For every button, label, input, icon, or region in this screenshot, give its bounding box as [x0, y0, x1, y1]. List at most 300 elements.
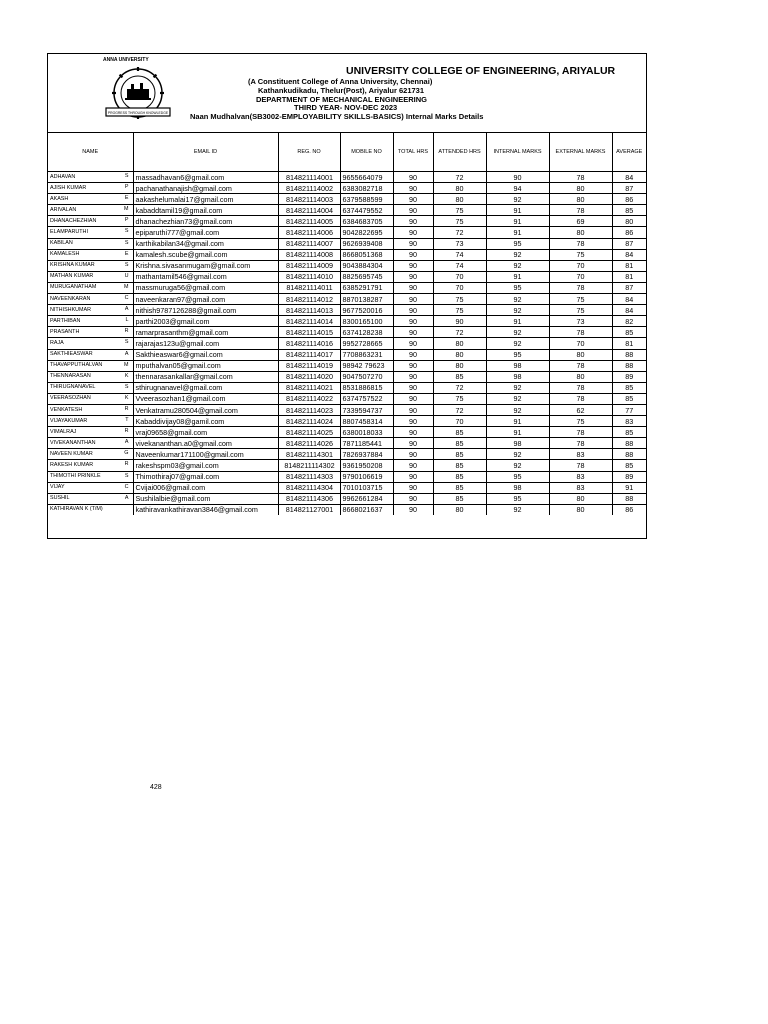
- cell-email: Sushilalbie@gmail.com: [133, 493, 278, 504]
- student-name: KRISHNA KUMAR: [50, 262, 95, 269]
- cell-email: thennarasankallar@gmail.com: [133, 371, 278, 382]
- cell-name: [48, 249, 133, 260]
- cell-internal-marks: 92: [486, 460, 549, 471]
- table-row: [48, 438, 646, 449]
- address-line: Kathankudikadu, Thelur(Post), Ariyalur 621731: [258, 86, 425, 95]
- cell-mobile: 8807458314: [340, 416, 393, 427]
- cell-attended-hrs: 85: [433, 427, 486, 438]
- cell-total-hrs: 90: [393, 271, 433, 282]
- cell-mobile: 7010103715: [340, 482, 393, 493]
- cell-internal-marks: 92: [486, 194, 549, 205]
- student-initial: A: [124, 350, 129, 357]
- cell-name: [48, 305, 133, 316]
- cell-total-hrs: 90: [393, 460, 433, 471]
- cell-name: [48, 282, 133, 293]
- student-name: MURUGANATHAM: [50, 284, 97, 291]
- cell-average: 80: [612, 216, 646, 227]
- cell-email: Vveerasozhan1@gmail.com: [133, 393, 278, 404]
- cell-attended-hrs: 85: [433, 449, 486, 460]
- cell-mobile: 8668051368: [340, 249, 393, 260]
- cell-internal-marks: 92: [486, 327, 549, 338]
- cell-average: 88: [612, 360, 646, 371]
- cell-mobile: 6379588599: [340, 194, 393, 205]
- cell-internal-marks: 91: [486, 271, 549, 282]
- student-name: VENKATESH: [50, 406, 83, 413]
- student-initial: P: [124, 217, 129, 224]
- student-initial: A: [124, 306, 129, 313]
- cell-external-marks: 75: [549, 294, 612, 305]
- cell-average: 85: [612, 460, 646, 471]
- column-header-average: AVERAGE: [612, 132, 646, 172]
- cell-reg-no: 814821114005: [278, 216, 340, 227]
- cell-name: [48, 194, 133, 205]
- cell-average: 85: [612, 205, 646, 216]
- cell-external-marks: 78: [549, 460, 612, 471]
- page-number: 428: [150, 784, 162, 791]
- table-row: [48, 194, 646, 205]
- cell-internal-marks: 92: [486, 449, 549, 460]
- cell-internal-marks: 91: [486, 227, 549, 238]
- cell-internal-marks: 92: [486, 393, 549, 404]
- table-row: [48, 183, 646, 194]
- student-initial: C: [124, 483, 129, 490]
- cell-average: 84: [612, 294, 646, 305]
- table-row: [48, 205, 646, 216]
- cell-reg-no: 814821114009: [278, 260, 340, 271]
- cell-reg-no: 814821114021: [278, 382, 340, 393]
- cell-mobile: 8531886815: [340, 382, 393, 393]
- cell-attended-hrs: 75: [433, 393, 486, 404]
- table-row: [48, 338, 646, 349]
- student-name: THAVAPPUTHALVAN: [50, 362, 103, 369]
- cell-external-marks: 78: [549, 327, 612, 338]
- cell-name: [48, 504, 133, 515]
- cell-external-marks: 75: [549, 249, 612, 260]
- cell-external-marks: 83: [549, 482, 612, 493]
- cell-total-hrs: 90: [393, 438, 433, 449]
- cell-total-hrs: 90: [393, 360, 433, 371]
- cell-external-marks: 69: [549, 216, 612, 227]
- cell-average: 88: [612, 349, 646, 360]
- cell-reg-no: 814821114026: [278, 438, 340, 449]
- university-logo: [103, 57, 173, 121]
- cell-internal-marks: 94: [486, 183, 549, 194]
- cell-reg-no: 814821114301: [278, 449, 340, 460]
- cell-email: Kabaddivijay08@gamil.com: [133, 416, 278, 427]
- table-row: [48, 427, 646, 438]
- cell-email: rakeshspm03@gmail.com: [133, 460, 278, 471]
- cell-mobile: 8825695745: [340, 271, 393, 282]
- cell-external-marks: 70: [549, 260, 612, 271]
- cell-mobile: 6383082718: [340, 183, 393, 194]
- cell-reg-no: 814821114011: [278, 282, 340, 293]
- cell-email: vivekananthan.a0@gmail.com: [133, 438, 278, 449]
- cell-average: 89: [612, 471, 646, 482]
- cell-reg-no: 814821114013: [278, 305, 340, 316]
- cell-name: [48, 183, 133, 194]
- cell-email: naveenkaran97@gmail.com: [133, 294, 278, 305]
- cell-external-marks: 78: [549, 360, 612, 371]
- student-name: NAVEENKARAN: [50, 295, 91, 302]
- student-initial: S: [124, 261, 129, 268]
- cell-name: [48, 294, 133, 305]
- cell-average: 81: [612, 338, 646, 349]
- cell-email: nithish9787126288@gmail.com: [133, 305, 278, 316]
- cell-internal-marks: 95: [486, 238, 549, 249]
- cell-external-marks: 70: [549, 338, 612, 349]
- cell-email: massmuruga56@gmail.com: [133, 282, 278, 293]
- cell-average: 87: [612, 183, 646, 194]
- cell-mobile: 7826937884: [340, 449, 393, 460]
- cell-email: mputhalvan05@gmail.com: [133, 360, 278, 371]
- student-name: ARIVALAN: [50, 206, 77, 213]
- cell-external-marks: 83: [549, 449, 612, 460]
- cell-reg-no: 814821114025: [278, 427, 340, 438]
- table-row: [48, 294, 646, 305]
- student-initial: M: [124, 206, 129, 213]
- cell-average: 85: [612, 427, 646, 438]
- marks-table: [48, 132, 646, 515]
- cell-attended-hrs: 72: [433, 327, 486, 338]
- cell-average: 85: [612, 327, 646, 338]
- cell-mobile: 6374757522: [340, 393, 393, 404]
- cell-external-marks: 80: [549, 349, 612, 360]
- cell-total-hrs: 90: [393, 327, 433, 338]
- cell-total-hrs: 90: [393, 260, 433, 271]
- cell-name: [48, 271, 133, 282]
- cell-total-hrs: 90: [393, 216, 433, 227]
- cell-average: 84: [612, 172, 646, 183]
- cell-average: 86: [612, 194, 646, 205]
- cell-average: 91: [612, 482, 646, 493]
- logo-top-text: ANNA UNIVERSITY: [103, 57, 149, 63]
- student-name: KAMALESH: [50, 251, 80, 258]
- cell-name: [48, 382, 133, 393]
- cell-reg-no: 814821114303: [278, 471, 340, 482]
- student-initial: S: [124, 383, 129, 390]
- year-line: THIRD YEAR- NOV-DEC 2023: [294, 103, 398, 112]
- cell-total-hrs: 90: [393, 371, 433, 382]
- cell-reg-no: 814821114001: [278, 172, 340, 183]
- cell-mobile: 9655664079: [340, 172, 393, 183]
- cell-attended-hrs: 75: [433, 294, 486, 305]
- cell-name: [48, 482, 133, 493]
- cell-external-marks: 80: [549, 493, 612, 504]
- cell-mobile: 9626939408: [340, 238, 393, 249]
- student-initial: K: [124, 394, 129, 401]
- cell-total-hrs: 90: [393, 471, 433, 482]
- cell-internal-marks: 95: [486, 349, 549, 360]
- cell-mobile: 7339594737: [340, 404, 393, 415]
- cell-average: 82: [612, 316, 646, 327]
- cell-attended-hrs: 80: [433, 194, 486, 205]
- column-header-mobile: MOBILE NO: [340, 132, 393, 172]
- cell-email: ramarprasanthm@gmail.com: [133, 327, 278, 338]
- cell-total-hrs: 90: [393, 183, 433, 194]
- cell-attended-hrs: 74: [433, 260, 486, 271]
- cell-total-hrs: 90: [393, 393, 433, 404]
- cell-average: 81: [612, 271, 646, 282]
- cell-attended-hrs: 85: [433, 438, 486, 449]
- constituent-line: (A Constituent College of Anna University, Chennai): [248, 77, 433, 86]
- cell-mobile: 9043884304: [340, 260, 393, 271]
- cell-internal-marks: 95: [486, 493, 549, 504]
- cell-email: kabaddtamil19@gmail.com: [133, 205, 278, 216]
- table-row: [48, 216, 646, 227]
- cell-total-hrs: 90: [393, 427, 433, 438]
- cell-external-marks: 80: [549, 371, 612, 382]
- table-row: [48, 327, 646, 338]
- cell-mobile: 9361950208: [340, 460, 393, 471]
- cell-reg-no: 814821114003: [278, 194, 340, 205]
- cell-average: 88: [612, 438, 646, 449]
- cell-total-hrs: 90: [393, 249, 433, 260]
- cell-attended-hrs: 72: [433, 172, 486, 183]
- student-initial: R: [124, 405, 129, 412]
- college-name: UNIVERSITY COLLEGE OF ENGINEERING, ARIYALUR: [346, 65, 616, 77]
- table-row: [48, 393, 646, 404]
- cell-internal-marks: 90: [486, 172, 549, 183]
- table-row: [48, 260, 646, 271]
- cell-name: [48, 327, 133, 338]
- student-name: VIVEKANANTHAN: [50, 439, 96, 446]
- cell-reg-no: 814821114015: [278, 327, 340, 338]
- cell-name: [48, 349, 133, 360]
- cell-average: 88: [612, 449, 646, 460]
- cell-mobile: 8870138287: [340, 294, 393, 305]
- cell-attended-hrs: 74: [433, 249, 486, 260]
- cell-attended-hrs: 80: [433, 338, 486, 349]
- cell-email: parthi2003@gmail.com: [133, 316, 278, 327]
- student-name: PARTHIBAN: [50, 317, 81, 324]
- cell-internal-marks: 91: [486, 416, 549, 427]
- cell-attended-hrs: 85: [433, 460, 486, 471]
- cell-external-marks: 75: [549, 305, 612, 316]
- table-header-row: [48, 132, 646, 172]
- table-row: [48, 349, 646, 360]
- cell-email: mathantamil546@gmail.com: [133, 271, 278, 282]
- table-row: [48, 449, 646, 460]
- cell-external-marks: 83: [549, 471, 612, 482]
- cell-total-hrs: 90: [393, 416, 433, 427]
- table-row: [48, 249, 646, 260]
- cell-total-hrs: 90: [393, 493, 433, 504]
- department-name: DEPARTMENT OF MECHANICAL ENGINEERING: [256, 95, 427, 104]
- cell-average: 87: [612, 282, 646, 293]
- cell-email: pachanathanajish@gmail.com: [133, 183, 278, 194]
- cell-email: Sakthieaswar6@gmail.com: [133, 349, 278, 360]
- cell-attended-hrs: 72: [433, 227, 486, 238]
- cell-reg-no: 814821114306: [278, 493, 340, 504]
- cell-average: 86: [612, 227, 646, 238]
- column-header-external-marks: EXTERNAL MARKS: [549, 132, 612, 172]
- cell-mobile: 7871185441: [340, 438, 393, 449]
- cell-internal-marks: 92: [486, 382, 549, 393]
- cell-name: [48, 393, 133, 404]
- cell-name: [48, 371, 133, 382]
- cell-attended-hrs: 70: [433, 282, 486, 293]
- column-header-internal-marks: INTERNAL MARKS: [486, 132, 549, 172]
- cell-name: [48, 471, 133, 482]
- cell-email: Naveenkumar171100@gmail.com: [133, 449, 278, 460]
- student-initial: S: [124, 472, 129, 479]
- cell-email: vraj09658@gmail.com: [133, 427, 278, 438]
- student-name: SAKTHIEASWAR: [50, 351, 93, 358]
- cell-reg-no: 814821114019: [278, 360, 340, 371]
- cell-mobile: 6384683705: [340, 216, 393, 227]
- student-initial: U: [124, 272, 129, 279]
- cell-email: massadhavan6@gmail.com: [133, 172, 278, 183]
- cell-total-hrs: 90: [393, 449, 433, 460]
- cell-total-hrs: 90: [393, 294, 433, 305]
- cell-mobile: 7708863231: [340, 349, 393, 360]
- student-initial: E: [124, 195, 129, 202]
- cell-attended-hrs: 85: [433, 482, 486, 493]
- student-name: VIMALRAJ: [50, 428, 77, 435]
- table-row: [48, 172, 646, 183]
- cell-mobile: 9677520016: [340, 305, 393, 316]
- cell-reg-no: 814821114023: [278, 404, 340, 415]
- cell-external-marks: 80: [549, 504, 612, 515]
- cell-external-marks: 78: [549, 382, 612, 393]
- cell-reg-no: 814821114006: [278, 227, 340, 238]
- cell-email: rajarajas123u@gmail.com: [133, 338, 278, 349]
- cell-attended-hrs: 80: [433, 183, 486, 194]
- cell-mobile: 6385291791: [340, 282, 393, 293]
- column-header-attended-hrs: ATTENDED HRS: [433, 132, 486, 172]
- cell-total-hrs: 90: [393, 482, 433, 493]
- cell-name: [48, 416, 133, 427]
- cell-mobile: 9042822695: [340, 227, 393, 238]
- cell-attended-hrs: 85: [433, 471, 486, 482]
- student-name: SUSHIL: [50, 495, 70, 502]
- cell-total-hrs: 90: [393, 305, 433, 316]
- cell-average: 84: [612, 249, 646, 260]
- cell-reg-no: 814821114012: [278, 294, 340, 305]
- table-row: [48, 382, 646, 393]
- cell-attended-hrs: 80: [433, 349, 486, 360]
- cell-email: kamalesh.scube@gmail.com: [133, 249, 278, 260]
- student-name: KABILAN: [50, 240, 73, 247]
- cell-total-hrs: 90: [393, 382, 433, 393]
- table-row: [48, 371, 646, 382]
- cell-internal-marks: 92: [486, 294, 549, 305]
- cell-external-marks: 78: [549, 438, 612, 449]
- cell-attended-hrs: 75: [433, 216, 486, 227]
- cell-attended-hrs: 90: [433, 316, 486, 327]
- cell-email: dhanachezhian73@gmail.com: [133, 216, 278, 227]
- student-initial: P: [124, 184, 129, 191]
- column-header-reg: REG. NO: [278, 132, 340, 172]
- cell-average: 86: [625, 505, 634, 515]
- cell-internal-marks: 92: [486, 504, 549, 515]
- table-row: [48, 404, 646, 415]
- cell-reg-no: 814821114020: [278, 371, 340, 382]
- student-initial: T: [125, 417, 129, 424]
- cell-name: [48, 205, 133, 216]
- student-initial: A: [124, 439, 129, 446]
- cell-reg-no: 814821114017: [278, 349, 340, 360]
- cell-mobile: 98942 79623: [340, 360, 393, 371]
- cell-email: aakashelumalai17@gmail.com: [133, 194, 278, 205]
- cell-average: 81: [612, 260, 646, 271]
- cell-internal-marks: 95: [486, 282, 549, 293]
- cell-name: [48, 316, 133, 327]
- cell-attended-hrs: 80: [433, 504, 486, 515]
- student-initial: C: [124, 295, 129, 302]
- table-row: [48, 282, 646, 293]
- student-name: THIMOTHI PRINKLE: [50, 473, 101, 480]
- cell-email: Venkatramu280504@gmail.com: [133, 404, 278, 415]
- cell-average: 89: [612, 371, 646, 382]
- cell-attended-hrs: 75: [433, 305, 486, 316]
- cell-average: 83: [612, 416, 646, 427]
- student-initial: R: [124, 461, 129, 468]
- student-initial: R: [124, 428, 129, 435]
- cell-external-marks: 62: [549, 404, 612, 415]
- cell-internal-marks: 98: [486, 371, 549, 382]
- column-header-email: EMAIL ID: [133, 132, 278, 172]
- student-name: NITHISHKUMAR: [50, 306, 92, 313]
- cell-email: karthikabilan34@gmail.com: [133, 238, 278, 249]
- table-row: [48, 504, 646, 515]
- cell-internal-marks: 98: [486, 360, 549, 371]
- student-name: DHANACHEZHIAN: [50, 217, 97, 224]
- cell-total-hrs: 90: [393, 227, 433, 238]
- cell-external-marks: 75: [549, 416, 612, 427]
- student-name: KATHIRAVAN K (T/M): [50, 506, 103, 513]
- cell-reg-no: 814821127001: [278, 504, 340, 515]
- cell-internal-marks: 92: [486, 249, 549, 260]
- cell-attended-hrs: 80: [433, 360, 486, 371]
- cell-total-hrs: 90: [393, 349, 433, 360]
- cell-total-hrs: 90: [393, 194, 433, 205]
- student-name: VIJAY: [50, 484, 65, 491]
- cell-mobile: 9952728665: [340, 338, 393, 349]
- cell-internal-marks: 98: [486, 438, 549, 449]
- cell-attended-hrs: 72: [433, 404, 486, 415]
- cell-external-marks: 80: [549, 194, 612, 205]
- table-row: [48, 416, 646, 427]
- cell-mobile: 8668021637: [340, 504, 393, 515]
- cell-external-marks: 78: [549, 427, 612, 438]
- cell-external-marks: 78: [549, 393, 612, 404]
- cell-total-hrs: 90: [393, 172, 433, 183]
- student-initial: L: [125, 317, 129, 324]
- cell-name: [48, 360, 133, 371]
- cell-internal-marks: 92: [486, 404, 549, 415]
- cell-reg-no: 814821114014: [278, 316, 340, 327]
- cell-reg-no: 814821114304: [278, 482, 340, 493]
- cell-external-marks: 73: [549, 316, 612, 327]
- cell-mobile: 9047507270: [340, 371, 393, 382]
- cell-email: Thimothiraj07@gmail.com: [133, 471, 278, 482]
- cell-name: [48, 427, 133, 438]
- student-initial: S: [124, 239, 129, 246]
- cell-average: 84: [612, 305, 646, 316]
- student-initial: G: [124, 450, 129, 457]
- student-name: AJISH KUMAR: [50, 184, 87, 191]
- student-initial: E: [124, 250, 129, 257]
- student-name: THIRUGNANAVEL: [50, 384, 96, 391]
- cell-internal-marks: 92: [486, 305, 549, 316]
- cell-name: [48, 404, 133, 415]
- cell-mobile: 9962661284: [340, 493, 393, 504]
- table-row: [48, 460, 646, 471]
- cell-email: Cvijai006@gmail.com: [133, 482, 278, 493]
- student-name: VIJAYAKUMAR: [50, 417, 88, 424]
- cell-external-marks: 78: [549, 282, 612, 293]
